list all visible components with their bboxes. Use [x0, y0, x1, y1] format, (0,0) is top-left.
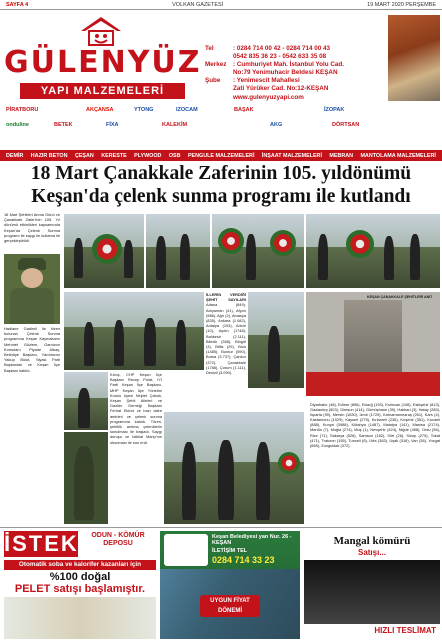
issue-date: 19 MART 2020 PERŞEMBE: [367, 1, 436, 8]
istek-name: ODUN - KÖMÜR DEPOSU: [91, 532, 145, 547]
brand-logo: İZOPAK: [324, 107, 345, 113]
kesan-title: Keşan Belediyesi yan Nur. 26 - KEŞAN: [212, 534, 292, 546]
brand-logo: onduline: [6, 122, 29, 128]
kesan-belediyesi-ad: [160, 531, 300, 639]
officer-portrait-photo: [4, 254, 60, 324]
house-icon: [77, 15, 125, 47]
komur-subtitle: Satışı...: [357, 548, 386, 557]
istek-logo: İSTEK: [4, 531, 79, 556]
brand-logo: DÖRTSAN: [332, 122, 360, 128]
article-headline: 18 Mart Çanakkale Zaferinin 105. yıldönümü: [30, 163, 412, 184]
group-salute-photo: [164, 412, 304, 524]
komur-title: Mangal kömürü: [333, 535, 411, 547]
martyr-stats-continued: Diyarbakır (48), Edirne (896), Elazığ (193), Erzincan (106), Eskişehir (813), Gaziantep (503), Giresun (414), Gümüşhane (39), Hakkari (3), Hatay (285), Isparta (90), Mersin (1630), İzmir (1729), Kahramanmaraş (261), Kars (4), Kastamonu (1929), Kayseri (275), Kırklareli (236), Kırşehir (351), Kocaeli (888), Konya (3988), Kütahya (1487), Malatya (141), Manisa (2174), Mardin (7), Muğla (274), Muş (1), Nevşehir (424), Niğde (458), Ordu (56), Rize (71), Sakarya (526), Samsun (182), Siirt (26), Sinop (275), Tokat (471), Trabzon (155), Tunceli (6), Urfa (383), Uşak (318), Van (36), Yozgat (665), Zonguldak (372).: [310, 402, 440, 448]
ceremony-vertical-photo: [248, 292, 304, 388]
brand-logo: KALEKİM: [162, 122, 188, 128]
istek-line2: PELET satışı başlamıştır.: [14, 583, 146, 595]
brand-logo: AKÇANSA: [86, 107, 114, 113]
article-intro: 18 Mart Şehitleri Anma Günü ve Çanakkale Zaferi'nin 105. Yıl dönümü etkinlikleri kapsamında Keşan'da Çelenk Sunma programı ile saygı ile kutlama ile gerçekleştirildi.: [4, 212, 60, 244]
contact-block: Tel : 0284 714 00 42 - 0284 714 00 43 0542 835 36 23 - 0542 633 35 08 Merkez : Cumhuriyet Mah. İstanbul Yolu Cad. No:79 Yenimuhacir Beldesi KEŞAN Şube : Yenimescit Mahallesi Zati Yürüker Cad. No:12-KEŞAN www.gulenyuzyapi.com: [205, 45, 385, 102]
brand-logo: IZOCAM: [176, 107, 198, 113]
website: www.gulenyuzyapi.com: [233, 93, 304, 101]
page-number: SAYFA 4: [6, 1, 29, 8]
brand-logo: PİRATBORU: [6, 107, 39, 113]
page-header: [0, 0, 442, 10]
pellet-bags-image: [4, 597, 156, 639]
building-materials-photo: [388, 15, 440, 101]
brand-logo: FİXA: [106, 122, 119, 128]
monument-crowd-photo: [64, 292, 204, 370]
monument-caption: KEŞAN ÇANAKKALE ŞEHİTLERİ ANIT: [367, 295, 433, 299]
soldiers-photo: [146, 214, 210, 288]
wreath-bearers-photo: [212, 214, 304, 288]
gulenyuz-logo: [4, 15, 200, 99]
product-categories-bar: DEMİR HAZIR BETON ÇEŞAN KERESTE PLYWOOD OSB PENGULE MALZEMELERİ İNŞAAT MALZEMELERİ MEBRAN MANTOLAMA MALZEMELERİ: [0, 150, 442, 161]
paper-name: VOLKAN GAZETESİ: [172, 1, 224, 8]
military-officers-photo: [64, 372, 108, 430]
article-col1-text: Hadiane Gadimli ile tören bulunan Çelenk Sunma programına Keşan Kaymakamı Mehmet Gözlem, Garnizon Komutanı Piyade Albay, Belediye Başkanı, Yardımcısı Yakup Bulut, Siyasi Parti Başkanları ve Keşan İlçe Başkanı katıldı.: [4, 326, 60, 373]
brand-subtitle: YAPI MALZEMELERİ: [20, 83, 185, 99]
istek-ad: [4, 531, 156, 639]
mangal-komur-ad: [304, 531, 440, 639]
brand-logo: YTONG: [134, 107, 154, 113]
martyr-stats-text: İLLERİN VERDİĞİ ŞEHİT SAYILARI Adana (849), Adıyaman (41), Afyon (986), Ağrı (2), Amasya (835), Ankara (1.082), Antalya (193), Artvin (10), Aydın (1748), Balıkesir (2.111), Bilecik (358), Bingöl (3), Bitlis (29), Bolu (1485), Burdur (590), Bursa (3.737), Çankırı (372), Çanakkale (1788), Çorum (1.111), Denizli (3.090).: [206, 292, 246, 376]
brand-logos: [0, 104, 442, 136]
charcoal-image: [304, 560, 440, 624]
kesan-phone: 0284 714 33 23: [212, 555, 275, 565]
gulenyuz-advertisement: [0, 11, 442, 148]
brand-logo: AKG: [270, 122, 283, 128]
komur-delivery: HIZLI TESLİMAT: [374, 626, 436, 635]
istek-line1: %100 doğal: [49, 571, 111, 583]
monument-photo: [306, 292, 440, 396]
officials-photo: [306, 214, 440, 288]
kesan-phone-label: İLETİŞİM TEL: [212, 548, 248, 554]
soldier-close-photo: [64, 432, 108, 524]
brand-logo: BETEK: [54, 122, 73, 128]
istek-banner: Otomatik soba ve kalorifer kazanları için: [4, 560, 156, 570]
article-subheadline: Keşan'da çelenk sunma programı ile kutlandı: [31, 186, 411, 207]
kesan-badge: UYGUN FİYAT DÖNEMİ: [200, 595, 260, 617]
bottom-advertisements: [0, 527, 442, 640]
municipality-logo: [164, 534, 208, 566]
article-col2-text: Kılınç, CHP Keşan İlçe Başkanı Recep Polat, İYİ Parti Keşan İlçe Başkanı, MHP Keşan İlçe Yönetim Kurulu üyesi Nejdet Çabuk, Keşan Şehit Aileleri ve Gaziler Derneği Başkanı Ferhat Ekinci ve bazı daire amirleri ve çelenk sunma programına katıldı. Tören, şehitlik anıtına çelenklerin sunulması ile başladı. Saygı duruşu ve İstiklal Marşı'nın okunması ile son erdi.: [110, 372, 162, 445]
brand-name: GÜLENYÜZ: [4, 45, 202, 80]
brand-logo: BAŞAK: [234, 107, 254, 113]
wreath-ceremony-photo: [64, 214, 144, 288]
